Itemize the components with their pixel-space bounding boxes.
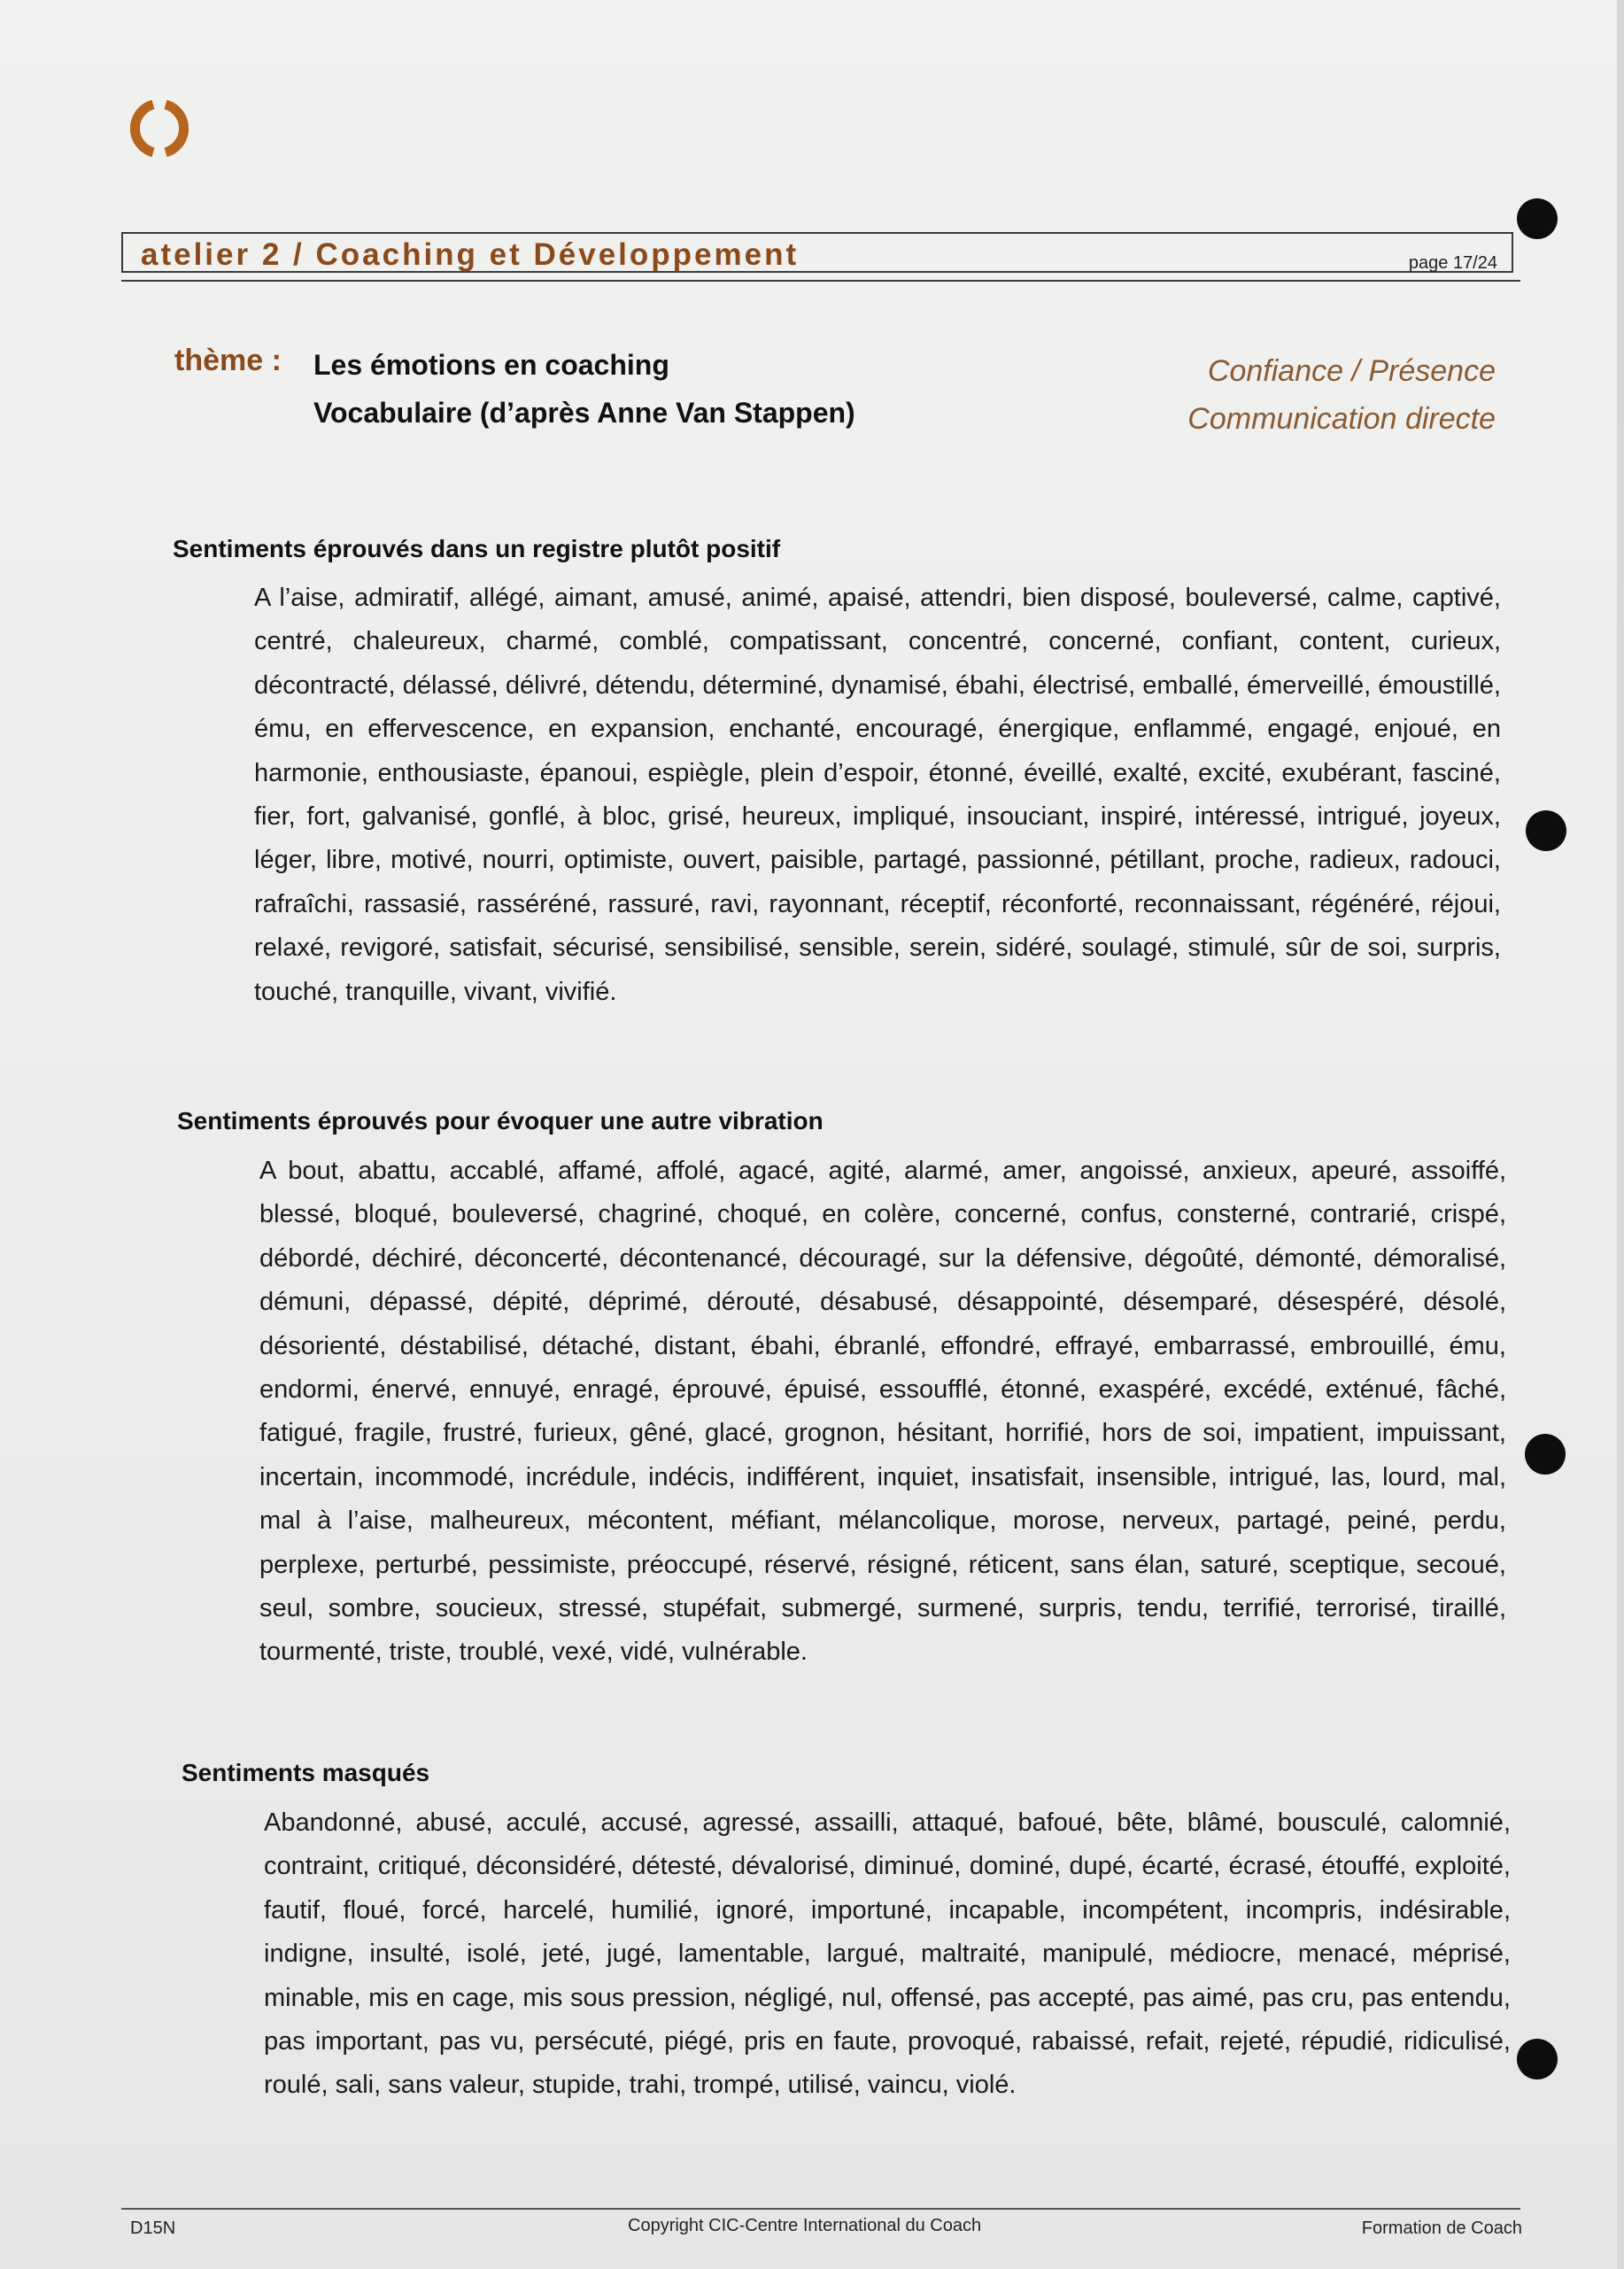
theme-right-2: Communication directe bbox=[1187, 402, 1496, 436]
section-title-masked: Sentiments masqués bbox=[182, 1759, 430, 1786]
punch-hole-2 bbox=[1526, 810, 1566, 851]
section-body-masked: Abandonné, abusé, acculé, accusé, agressé, assailli, attaqué, bafoué, bête, blâmé, bousculé, calomnié, contraint, critiqué, déconsidéré, détesté, dévalorisé, diminué, dominé, dupé, écarté, écrasé, étouffé, exploité, fautif, floué, forcé, harcelé, humilié, ignoré, importuné, incapable, incompétent, incompris, indésirable, indigne, insulté, isolé, jeté, jugé, lamentable, largué, maltraité, manipulé, médiocre, menacé, méprisé, minable, mis en cage, mis sous pression, négligé, nul, offensé, pas accepté, pas aimé, pas cru, pas entendu, pas important, pas vu, persécuté, piégé, pris en faute, provoqué, rabaissé, refait, rejeté, répudié, ridiculisé, roulé, sali, sans valeur, stupide, trahi, trompé, utilisé, vaincu, violé. bbox=[264, 1808, 1511, 2100]
page-number: page 17/24 bbox=[1408, 253, 1497, 273]
punch-hole-4 bbox=[1517, 2039, 1558, 2079]
footer-copyright: Copyright CIC-Centre International du Coach bbox=[628, 2216, 982, 2235]
footer-code: D15N bbox=[130, 2219, 176, 2238]
header-box bbox=[121, 232, 1513, 273]
theme-label: thème : bbox=[174, 344, 282, 377]
punch-hole-3 bbox=[1525, 1434, 1566, 1475]
footer-formation: Formation de Coach bbox=[1361, 2219, 1522, 2238]
header-title: atelier 2 / Coaching et Développement bbox=[141, 237, 800, 272]
section-body-positive: A l’aise, admiratif, allégé, aimant, amusé, animé, apaisé, attendri, bien disposé, bouleversé, calme, captivé, centré, chaleureux, charmé, comblé, compatissant, concentré, concerné, confiant, content, curieux, décontracté, délassé, délivré, détendu, déterminé, dynamisé, ébahi, électrisé, emballé, émerveillé, émoustillé, ému, en effervescence, en expansion, enchanté, encouragé, énergique, enflammé, engagé, enjoué, en harmonie, enthousiaste, épanoui, espiègle, plein d’espoir, étonné, éveillé, exalté, excité, exubérant, fasciné, fier, fort, galvanisé, gonflé, à bloc, grisé, heureux, impliqué, insouciant, inspiré, intéressé, intrigué, joyeux, léger, libre, motivé, nourri, optimiste, ouvert, paisible, partagé, passionné, pétillant, proche, radieux, radouci, rafraîchi, rassasié, rasséréné, rassuré, ravi, rayonnant, réceptif, réconforté, reconnaissant, régénéré, réjoui, relaxé, revigoré, satisfait, sécurisé, sensibilisé, sensible, serein, sidéré, soulagé, stimulé, sûr de soi, surpris, touché, tranquille, vivant, vivifié. bbox=[254, 584, 1501, 1006]
theme-right-1: Confiance / Présence bbox=[1207, 354, 1496, 388]
logo-icon bbox=[128, 99, 190, 158]
section-title-positive: Sentiments éprouvés dans un registre plutôt positif bbox=[173, 535, 781, 562]
theme-line-1: Les émotions en coaching bbox=[313, 349, 669, 381]
punch-hole-1 bbox=[1517, 198, 1558, 239]
footer-rule bbox=[121, 2208, 1520, 2210]
section-title-other-vibration: Sentiments éprouvés pour évoquer une autre vibration bbox=[177, 1107, 824, 1134]
section-body-other-vibration: A bout, abattu, accablé, affamé, affolé, agacé, agité, alarmé, amer, angoissé, anxieux, apeuré, assoiffé, blessé, bloqué, bouleversé, chagriné, choqué, en colère, concerné, confus, consterné, contrarié, crispé, débordé, déchiré, déconcerté, décontenancé, découragé, sur la défensive, dégoûté, démonté, démoralisé, démuni, dépassé, dépité, déprimé, dérouté, désabusé, désappointé, désemparé, désespéré, désolé, désorienté, déstabilisé, détaché, distant, ébahi, ébranlé, effondré, effrayé, embarrassé, embrouillé, ému, endormi, énervé, ennuyé, enragé, éprouvé, épuisé, essoufflé, étonné, exaspéré, excédé, exténué, fâché, fatigué, fragile, frustré, furieux, gêné, glacé, grognon, hésitant, horrifié, hors de soi, impatient, impuissant, incertain, incommodé, incrédule, indécis, indifférent, inquiet, insatisfait, insensible, intrigué, las, lourd, mal, mal à l’aise, malheureux, mécontent, méfiant, mélancolique, morose, nerveux, partagé, peiné, perdu, perplexe, perturbé, pessimiste, préoccupé, réservé, résigné, réticent, sans élan, saturé, sceptique, secoué, seul, sombre, soucieux, stressé, stupéfait, submergé, surmené, surpris, tendu, terrifié, terrorisé, tiraillé, tourmenté, triste, troublé, vexé, vidé, vulnérable. bbox=[259, 1157, 1506, 1667]
header-rule bbox=[121, 280, 1520, 282]
theme-line-2: Vocabulaire (d’après Anne Van Stappen) bbox=[313, 397, 855, 429]
